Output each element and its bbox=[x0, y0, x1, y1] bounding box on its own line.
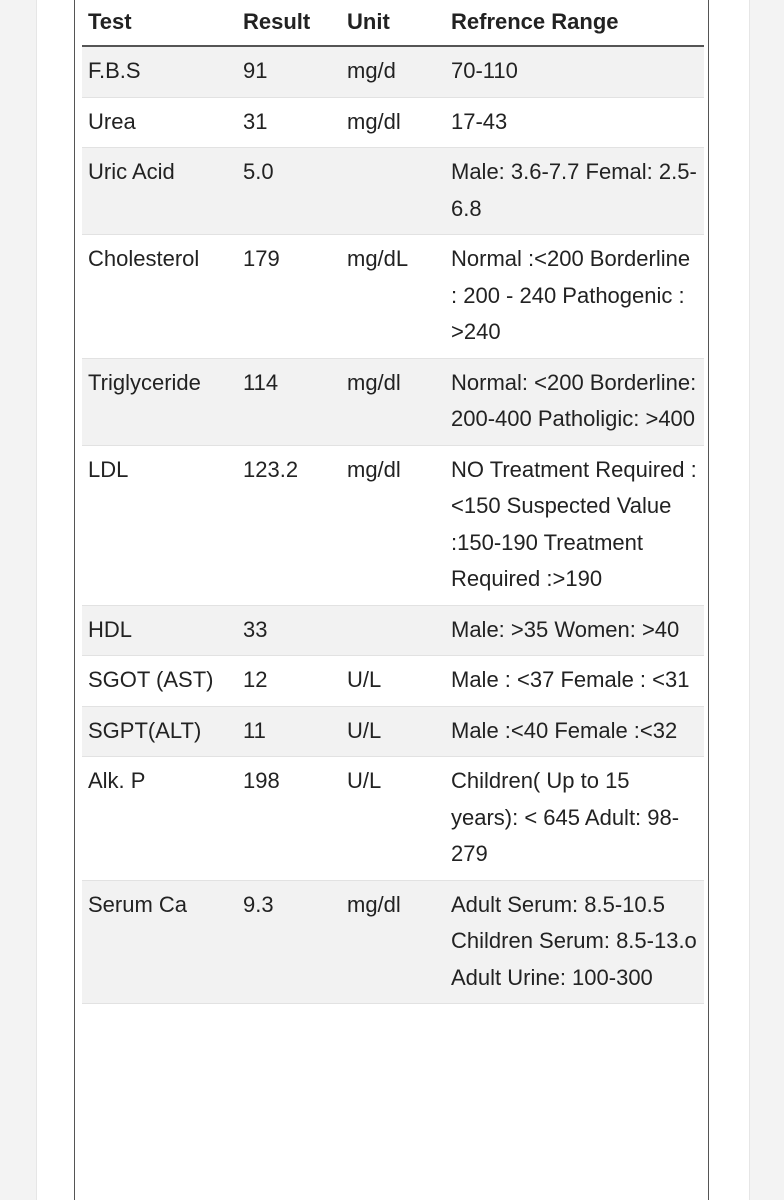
cell-unit bbox=[341, 605, 445, 656]
cell-reference-range: Male : <37 Female : <31 bbox=[445, 656, 704, 707]
cell-reference-range: 17-43 bbox=[445, 97, 704, 148]
cell-reference-range: Normal: <200 Borderline: 200-400 Patholigic: >400 bbox=[445, 358, 704, 445]
table-row bbox=[82, 358, 704, 445]
cell-unit: mg/dl bbox=[341, 880, 445, 1004]
cell-unit: mg/dL bbox=[341, 235, 445, 359]
cell-unit: mg/d bbox=[341, 46, 445, 97]
header-unit: Unit bbox=[341, 0, 445, 46]
table-row bbox=[82, 706, 704, 757]
header-row bbox=[82, 0, 704, 46]
cell-result: 179 bbox=[237, 235, 341, 359]
table-row bbox=[82, 46, 704, 97]
cell-reference-range: Male: 3.6-7.7 Femal: 2.5-6.8 bbox=[445, 148, 704, 235]
cell-result: 123.2 bbox=[237, 445, 341, 605]
cell-test: Uric Acid bbox=[82, 148, 237, 235]
cell-result: 31 bbox=[237, 97, 341, 148]
cell-result: 9.3 bbox=[237, 880, 341, 1004]
cell-test: SGOT (AST) bbox=[82, 656, 237, 707]
table-row bbox=[82, 605, 704, 656]
cell-test: Alk. P bbox=[82, 757, 237, 881]
cell-test: Triglyceride bbox=[82, 358, 237, 445]
cell-test: HDL bbox=[82, 605, 237, 656]
cell-unit: U/L bbox=[341, 706, 445, 757]
cell-test: Urea bbox=[82, 97, 237, 148]
lab-results-table bbox=[82, 0, 704, 1004]
table-row bbox=[82, 97, 704, 148]
cell-result: 12 bbox=[237, 656, 341, 707]
cell-reference-range: Male :<40 Female :<32 bbox=[445, 706, 704, 757]
header-test: Test bbox=[82, 0, 237, 46]
cell-reference-range: Male: >35 Women: >40 bbox=[445, 605, 704, 656]
cell-result: 114 bbox=[237, 358, 341, 445]
table-row bbox=[82, 235, 704, 359]
cell-unit: mg/dl bbox=[341, 97, 445, 148]
cell-reference-range: 70-110 bbox=[445, 46, 704, 97]
cell-result: 198 bbox=[237, 757, 341, 881]
cell-result: 91 bbox=[237, 46, 341, 97]
cell-result: 33 bbox=[237, 605, 341, 656]
cell-unit: mg/dl bbox=[341, 445, 445, 605]
cell-test: Serum Ca bbox=[82, 880, 237, 1004]
cell-result: 5.0 bbox=[237, 148, 341, 235]
header-result: Result bbox=[237, 0, 341, 46]
cell-reference-range: Children( Up to 15 years): < 645 Adult: 98-279 bbox=[445, 757, 704, 881]
cell-test: F.B.S bbox=[82, 46, 237, 97]
cell-unit: mg/dl bbox=[341, 358, 445, 445]
cell-test: LDL bbox=[82, 445, 237, 605]
header-reference-range: Refrence Range bbox=[445, 0, 704, 46]
cell-test: Cholesterol bbox=[82, 235, 237, 359]
cell-unit: U/L bbox=[341, 656, 445, 707]
table-row bbox=[82, 445, 704, 605]
cell-result: 11 bbox=[237, 706, 341, 757]
cell-reference-range: NO Treatment Required :<150 Suspected Value :150-190 Treatment Required :>190 bbox=[445, 445, 704, 605]
table-row bbox=[82, 757, 704, 881]
table-row bbox=[82, 148, 704, 235]
cell-test: SGPT(ALT) bbox=[82, 706, 237, 757]
cell-unit: U/L bbox=[341, 757, 445, 881]
table-row bbox=[82, 656, 704, 707]
cell-reference-range: Adult Serum: 8.5-10.5 Children Serum: 8.5-13.o Adult Urine: 100-300 bbox=[445, 880, 704, 1004]
table-row bbox=[82, 880, 704, 1004]
cell-reference-range: Normal :<200 Borderline : 200 - 240 Pathogenic : >240 bbox=[445, 235, 704, 359]
cell-unit bbox=[341, 148, 445, 235]
